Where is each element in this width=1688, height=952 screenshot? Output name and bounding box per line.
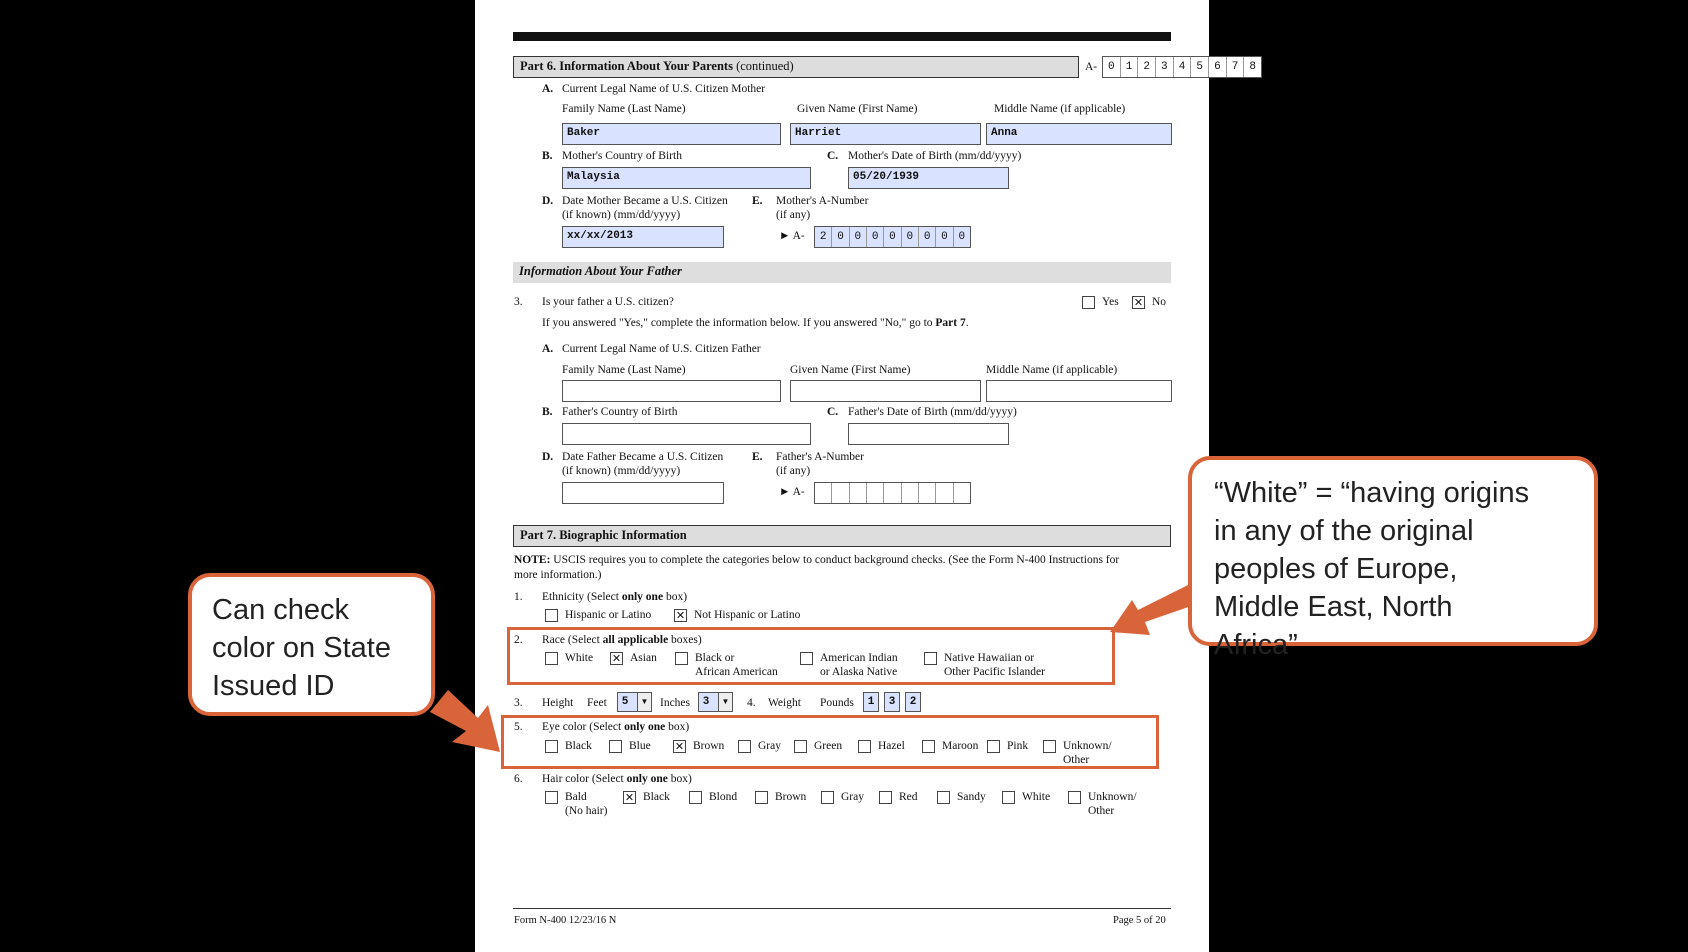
hair-option-label (643, 791, 670, 805)
hair-option-label-line: Bald (565, 791, 587, 803)
digit-cell: 0 (919, 227, 936, 247)
mother-dob-field[interactable]: 05/20/1939 (848, 167, 1009, 189)
hair-option-checkbox[interactable] (755, 791, 768, 804)
callout-line: color on State (212, 632, 391, 664)
father-e-letter: E. (752, 451, 763, 463)
eye-num: 5. (514, 721, 523, 733)
digit-cell: 0 (867, 227, 884, 247)
callout-left (188, 573, 435, 716)
digit-cell: 0 (1103, 57, 1121, 77)
eye-option-label-line: Blue (629, 740, 651, 752)
hair-option-label (565, 791, 607, 819)
digit-cell: 5 (1191, 57, 1209, 77)
father-given-name-field[interactable] (790, 380, 981, 402)
hair-option-label-line: Other (1088, 804, 1115, 817)
digit-cell (850, 483, 867, 503)
digit-cell (936, 483, 953, 503)
mother-name-heading: Current Legal Name of U.S. Citizen Mother (562, 83, 766, 95)
callout-line: Can check (212, 594, 350, 626)
digit-cell (867, 483, 884, 503)
digit-cell (884, 483, 901, 503)
digit-cell: 0 (936, 227, 953, 247)
digit-cell: 3 (1156, 57, 1174, 77)
mother-a-letter: A. (542, 83, 554, 95)
height-inches-select[interactable] (698, 692, 733, 712)
race-option-checkbox[interactable] (800, 652, 813, 665)
eye-option-label (878, 740, 905, 754)
father-instruction-end: . (965, 317, 969, 329)
father-dob-field[interactable] (848, 423, 1009, 445)
hair-option-checkbox[interactable] (545, 791, 558, 804)
father-d-letter: D. (542, 451, 554, 463)
mother-d-letter: D. (542, 195, 554, 207)
father-no-label: No (1152, 296, 1167, 308)
race-option-label-line: or Alaska Native (820, 665, 898, 678)
eye-option-checkbox[interactable] (922, 740, 935, 753)
race-option-label (630, 652, 657, 666)
hair-option-label-line: Brown (775, 791, 807, 803)
father-country-label: Father's Country of Birth (562, 406, 678, 418)
mother-citizen-date-field[interactable]: xx/xx/2013 (562, 226, 724, 248)
hair-option-label-line: Black (643, 791, 670, 803)
father-no-checkbox[interactable]: ✕ (1133, 296, 1144, 309)
ethnicity-label (542, 591, 687, 605)
father-section-header: Information About Your Father (513, 262, 1171, 283)
part7-header (513, 525, 1171, 547)
hair-option-label (709, 791, 737, 805)
race-label-b: all applicable (602, 634, 669, 646)
chevron-down-icon: ▼ (637, 693, 651, 711)
race-option-label-line: African American (695, 665, 778, 678)
eye-option-label-line: Brown (693, 740, 725, 752)
father-q-num: 3. (514, 296, 523, 308)
eye-option-label (1063, 740, 1112, 768)
callout-line: “White” = “having origins (1214, 477, 1530, 509)
ethnicity-label-c: box) (663, 591, 688, 603)
weight-digit-box: 1 (863, 692, 879, 712)
hair-option-label (899, 791, 918, 805)
hair-option-checkbox[interactable]: ✕ (624, 791, 635, 804)
father-instruction-text: If you answered "Yes," complete the information below. If you answered "No," go to (542, 317, 936, 329)
hair-option-label (1088, 791, 1137, 819)
hair-option-label (957, 791, 986, 805)
father-citizen-question: Is your father a U.S. citizen? (542, 296, 674, 308)
part7-note (514, 554, 1119, 568)
mother-country-field[interactable]: Malaysia (562, 167, 811, 189)
callout-line: Issued ID (212, 670, 335, 702)
race-option-checkbox[interactable] (545, 652, 558, 665)
race-option-checkbox[interactable] (675, 652, 688, 665)
eye-option-checkbox[interactable] (738, 740, 751, 753)
father-b-letter: B. (542, 406, 553, 418)
hair-option-checkbox[interactable] (821, 791, 834, 804)
eye-option-label (942, 740, 978, 754)
part7-title: Part 7. Biographic Information (520, 528, 687, 542)
digit-cell: 0 (884, 227, 901, 247)
callout-right-text (1214, 474, 1572, 664)
father-dob-label: Father's Date of Birth (mm/dd/yyyy) (848, 406, 1017, 418)
mother-anum-label: Mother's A-Number (776, 195, 869, 207)
father-middle-name-field[interactable] (986, 380, 1172, 402)
digit-cell: 0 (958, 231, 966, 243)
father-citizen-date-field[interactable] (562, 482, 724, 504)
mother-family-label: Family Name (Last Name) (562, 103, 686, 115)
father-middle-label: Middle Name (if applicable) (986, 364, 1118, 376)
eye-option-label (629, 740, 651, 754)
eye-option-checkbox[interactable] (794, 740, 807, 753)
digit-cell (902, 483, 919, 503)
hair-option-label (1022, 791, 1050, 805)
race-label-a: Race (Select (542, 634, 603, 646)
race-option-label (695, 652, 778, 680)
ethnicity-option-checkbox[interactable]: ✕ (675, 609, 686, 622)
part6-header (513, 56, 1079, 78)
eye-option-label (814, 740, 842, 754)
eye-option-checkbox[interactable] (545, 740, 558, 753)
hair-option-checkbox[interactable] (937, 791, 950, 804)
eye-option-checkbox[interactable] (858, 740, 871, 753)
father-yes-checkbox[interactable] (1082, 296, 1095, 309)
ethnicity-option-label-line: Not Hispanic or Latino (694, 609, 801, 621)
father-name-heading: Current Legal Name of U.S. Citizen Father (562, 343, 761, 355)
eye-option-label-line: Black (565, 740, 592, 752)
footer-rule (513, 908, 1171, 909)
part6-anumber-prefix: A- (1085, 61, 1098, 73)
race-option-checkbox[interactable] (924, 652, 937, 665)
digit-cell: 4 (1174, 57, 1192, 77)
eye-label-c: box) (665, 721, 690, 733)
eye-option-label-line: Gray (758, 740, 781, 752)
father-family-name-field[interactable] (562, 380, 781, 402)
ethnicity-num: 1. (514, 591, 523, 603)
eye-option-checkbox[interactable] (987, 740, 1000, 753)
eye-color-label (542, 721, 689, 735)
callout-line: Africa” (1214, 629, 1298, 661)
race-option-label-line: American Indian (820, 652, 898, 664)
eye-option-checkbox[interactable] (609, 740, 622, 753)
mother-anumber-field[interactable] (814, 226, 971, 248)
callout-line: peoples of Europe, (1214, 553, 1458, 585)
digit-cell (832, 483, 849, 503)
hair-label-c: box) (667, 773, 692, 785)
digit-cell (954, 483, 970, 503)
digit-cell: 6 (1209, 57, 1227, 77)
digit-cell: 0 (832, 227, 849, 247)
father-instruction (542, 317, 969, 331)
callout-right (1188, 456, 1598, 661)
weight-digit-box: 2 (905, 692, 921, 712)
height-inches-value: 3 (703, 695, 710, 707)
height-label: Height (542, 697, 574, 709)
part7-note-line2: more information.) (514, 569, 602, 581)
hair-option-label-line: Sandy (957, 791, 986, 803)
eye-option-label-line: Maroon (942, 740, 979, 752)
height-feet-select[interactable] (617, 692, 652, 712)
digit-cell: 0 (902, 227, 919, 247)
hair-option-checkbox[interactable] (1068, 791, 1081, 804)
race-option-label-line: Black or (695, 652, 735, 664)
ethnicity-label-a: Ethnicity (Select (542, 591, 622, 603)
mother-family-name-field[interactable]: Baker (562, 123, 781, 145)
top-rule (513, 32, 1171, 41)
hair-num: 6. (514, 773, 523, 785)
part6-continued: (continued) (736, 59, 794, 73)
hair-option-label (841, 791, 864, 805)
mother-country-label: Mother's Country of Birth (562, 150, 682, 162)
race-option-label-line: White (565, 652, 594, 664)
mother-given-label: Given Name (First Name) (797, 103, 918, 115)
part6-anumber-field[interactable] (1102, 56, 1262, 78)
digit-cell: 1 (1121, 57, 1139, 77)
footer-page-number: Page 5 of 20 (1113, 915, 1166, 926)
ethnicity-option-label (565, 609, 651, 623)
inches-label: Inches (660, 697, 691, 709)
race-option-label-line: Asian (630, 652, 657, 664)
part7-note-line1: USCIS requires you to complete the categories below to conduct background checks. (See the Form N-400 Instructions for (550, 554, 1120, 566)
weight-num: 4. (747, 697, 756, 709)
eye-option-label (1007, 740, 1028, 754)
father-anum-label: Father's A-Number (776, 451, 864, 463)
father-family-label: Family Name (Last Name) (562, 364, 686, 376)
eye-option-checkbox[interactable] (1043, 740, 1056, 753)
race-option-label (565, 652, 593, 666)
father-given-label: Given Name (First Name) (790, 364, 911, 376)
eye-option-label-line: Hazel (878, 740, 905, 752)
mother-citizen-label: Date Mother Became a U.S. Citizen (562, 195, 728, 207)
ethnicity-option-label (694, 609, 800, 623)
eye-option-checkbox[interactable]: ✕ (674, 740, 685, 753)
eye-option-label (565, 740, 592, 754)
digit-cell: 2 (1138, 57, 1156, 77)
hair-option-label-line: Red (899, 791, 918, 803)
hair-option-checkbox[interactable] (1002, 791, 1015, 804)
hair-label-b: only one (626, 773, 668, 785)
eye-option-label (693, 740, 724, 754)
mother-c-letter: C. (827, 150, 839, 162)
height-feet-value: 5 (622, 695, 629, 707)
digit-cell: 8 (1249, 61, 1257, 73)
eye-option-label (758, 740, 781, 754)
callout-line: Middle East, North (1214, 591, 1453, 623)
eye-label-a: Eye color (Select (542, 721, 625, 733)
eye-label-b: only one (624, 721, 666, 733)
race-option-label (944, 652, 1045, 680)
digit-cell: 0 (850, 227, 867, 247)
father-anum-prefix: ► A- (779, 486, 805, 498)
feet-label: Feet (587, 697, 607, 709)
eye-option-label-line: Green (814, 740, 843, 752)
race-num: 2. (514, 634, 523, 646)
mother-middle-label: Middle Name (if applicable) (994, 103, 1126, 115)
father-anumber-field[interactable] (814, 482, 971, 504)
hair-option-label-line: Blond (709, 791, 738, 803)
digit-cell: 2 (815, 227, 832, 247)
mother-anum-prefix: ► A- (779, 230, 805, 242)
callout-left-text (212, 591, 411, 705)
race-option-label (820, 652, 898, 680)
digit-cell (815, 483, 832, 503)
race-option-label-line: Other Pacific Islander (944, 665, 1045, 678)
digit-cell (919, 483, 936, 503)
mother-dob-label: Mother's Date of Birth (mm/dd/yyyy) (848, 150, 1022, 162)
height-num: 3. (514, 697, 523, 709)
father-instruction-part-ref: Part 7 (935, 317, 966, 329)
hair-option-label (775, 791, 806, 805)
weight-label: Weight (768, 697, 801, 709)
hair-option-label-line: Gray (841, 791, 864, 803)
mother-citizen-label-format: (if known) (mm/dd/yyyy) (562, 209, 681, 221)
eye-option-label-line: Pink (1007, 740, 1029, 752)
mother-anum-label-ifany: (if any) (776, 209, 811, 221)
father-citizen-label: Date Father Became a U.S. Citizen (562, 451, 724, 463)
ethnicity-option-label-line: Hispanic or Latino (565, 609, 652, 621)
hair-option-checkbox[interactable] (689, 791, 702, 804)
hair-option-label-line: White (1022, 791, 1051, 803)
callout-line: in any of the original (1214, 515, 1474, 547)
part7-note-label: NOTE: (514, 554, 551, 566)
mother-middle-name-field[interactable]: Anna (986, 123, 1172, 145)
digit-cell: 7 (1227, 57, 1245, 77)
father-yes-label: Yes (1102, 296, 1119, 308)
weight-digit-box: 3 (884, 692, 900, 712)
race-label-c: boxes) (668, 634, 702, 646)
father-anum-label-ifany: (if any) (776, 465, 811, 477)
father-c-letter: C. (827, 406, 839, 418)
pounds-label: Pounds (820, 697, 854, 709)
father-citizen-label-format: (if known) (mm/dd/yyyy) (562, 465, 681, 477)
hair-label-a: Hair color (Select (542, 773, 627, 785)
mother-e-letter: E. (752, 195, 763, 207)
ethnicity-label-b: only one (621, 591, 664, 603)
race-option-checkbox[interactable]: ✕ (611, 652, 622, 665)
hair-color-label (542, 773, 692, 787)
father-a-letter: A. (542, 343, 554, 355)
hair-option-label-line: (No hair) (565, 804, 608, 817)
race-label (542, 634, 702, 648)
mother-given-name-field[interactable]: Harriet (790, 123, 981, 145)
form-page (475, 0, 1257, 952)
eye-option-label-line: Other (1063, 753, 1090, 766)
eye-option-label-line: Unknown/ (1063, 740, 1112, 752)
hair-option-label-line: Unknown/ (1088, 791, 1137, 803)
part6-title: Part 6. Information About Your Parents (520, 59, 733, 73)
ethnicity-option-checkbox[interactable] (545, 609, 558, 622)
father-country-field[interactable] (562, 423, 811, 445)
mother-b-letter: B. (542, 150, 553, 162)
footer-form-id: Form N-400 12/23/16 N (514, 915, 617, 926)
race-option-label-line: Native Hawaiian or (944, 652, 1035, 664)
hair-option-checkbox[interactable] (879, 791, 892, 804)
chevron-down-icon: ▼ (718, 693, 732, 711)
